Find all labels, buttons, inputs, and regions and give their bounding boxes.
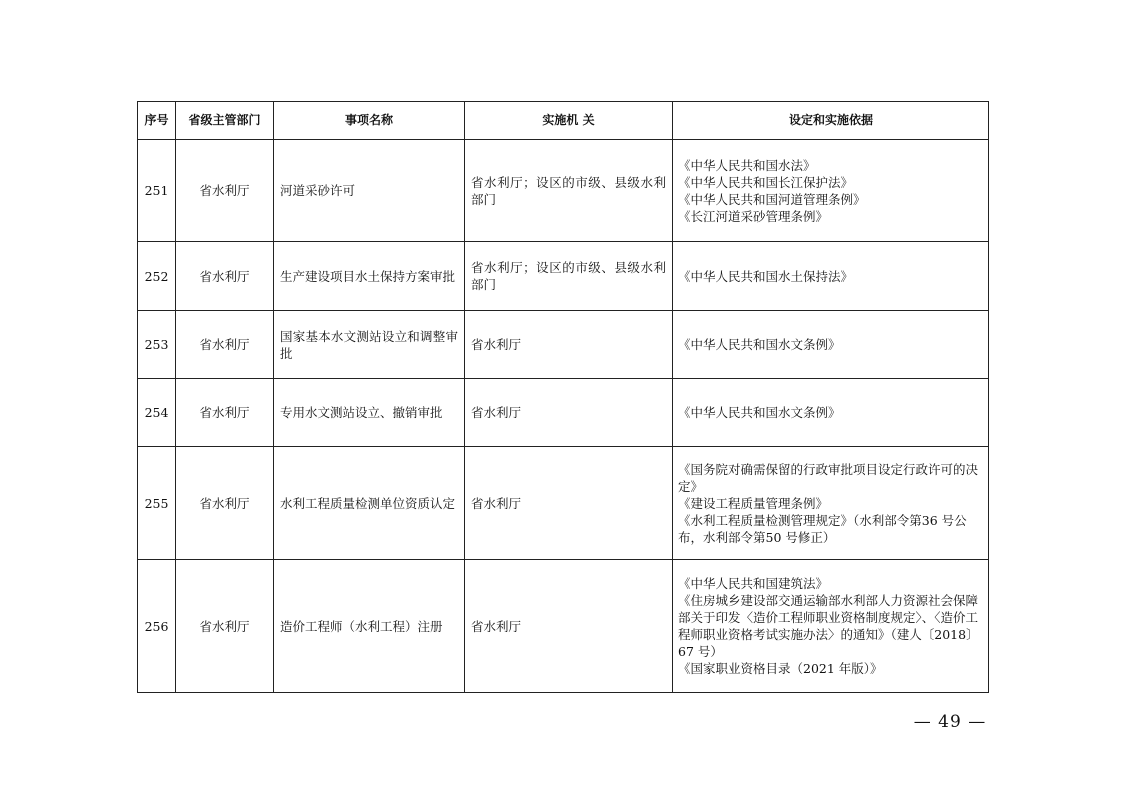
basis-item: 《中华人民共和国水土保持法》 [678, 268, 854, 284]
basis-item: 《国家职业资格目录（2021 年版）》 [678, 661, 883, 676]
row-dept: 省水利厅 [176, 379, 274, 447]
basis-item: 《建设工程质量管理条例》 [678, 495, 829, 511]
row-org: 省水利厅；设区的市级、县级水利部门 [465, 242, 673, 311]
row-dept: 省水利厅 [176, 242, 274, 311]
basis-item: 《中华人民共和国建筑法》 [678, 576, 829, 591]
header-basis: 设定和实施依据 [673, 102, 989, 140]
row-no: 255 [138, 447, 176, 560]
row-no: 252 [138, 242, 176, 311]
table-row [138, 447, 989, 560]
table-row [138, 560, 989, 693]
table-row [138, 140, 989, 242]
row-name: 水利工程质量检测单位资质认定 [274, 447, 465, 560]
row-no: 256 [138, 560, 176, 693]
row-org: 省水利厅 [465, 311, 673, 379]
table-row [138, 242, 989, 311]
row-name: 专用水文测站设立、撤销审批 [274, 379, 465, 447]
row-name: 生产建设项目水土保持方案审批 [274, 242, 465, 311]
basis-item: 《中华人民共和国水文条例》 [678, 337, 841, 352]
table-row [138, 311, 989, 379]
row-org: 省水利厅 [465, 560, 673, 693]
basis-item: 《中华人民共和国水法》 [678, 157, 816, 173]
row-basis [673, 140, 989, 242]
row-dept: 省水利厅 [176, 447, 274, 560]
row-dept: 省水利厅 [176, 311, 274, 379]
header-name: 事项名称 [274, 102, 465, 140]
header-org: 实施机 关 [465, 102, 673, 140]
page-number: — 49 — [913, 712, 987, 732]
basis-item: 《长江河道采砂管理条例》 [678, 208, 829, 224]
approval-items-table [137, 101, 989, 693]
basis-item: 《中华人民共和国水文条例》 [678, 405, 841, 420]
basis-item: 《中华人民共和国长江保护法》 [678, 174, 854, 190]
row-basis [673, 447, 989, 560]
basis-item: 《住房城乡建设部交通运输部水利部人力资源社会保障部关于印发〈造价工程师职业资格制度规定〉、〈造价工程师职业资格考试实施办法〉的通知》（建人〔2018〕67 号） [678, 593, 979, 659]
row-dept: 省水利厅 [176, 560, 274, 693]
row-org: 省水利厅；设区的市级、县级水利部门 [465, 140, 673, 242]
row-basis [673, 379, 989, 447]
row-org: 省水利厅 [465, 379, 673, 447]
row-basis [673, 560, 989, 693]
row-no: 254 [138, 379, 176, 447]
row-no: 251 [138, 140, 176, 242]
header-no: 序号 [138, 102, 176, 140]
basis-item: 《水利工程质量检测管理规定》（水利部令第36 号公布，水利部令第50 号修正） [678, 512, 967, 545]
row-name: 造价工程师（水利工程）注册 [274, 560, 465, 693]
row-name: 河道采砂许可 [274, 140, 465, 242]
row-no: 253 [138, 311, 176, 379]
row-org: 省水利厅 [465, 447, 673, 560]
table-row [138, 379, 989, 447]
header-dept: 省级主管部门 [176, 102, 274, 140]
row-dept: 省水利厅 [176, 140, 274, 242]
row-name: 国家基本水文测站设立和调整审批 [274, 311, 465, 379]
basis-item: 《国务院对确需保留的行政审批项目设定行政许可的决定》 [678, 461, 979, 494]
row-basis [673, 242, 989, 311]
table-header-row [138, 102, 989, 140]
basis-item: 《中华人民共和国河道管理条例》 [678, 191, 866, 207]
row-basis [673, 311, 989, 379]
